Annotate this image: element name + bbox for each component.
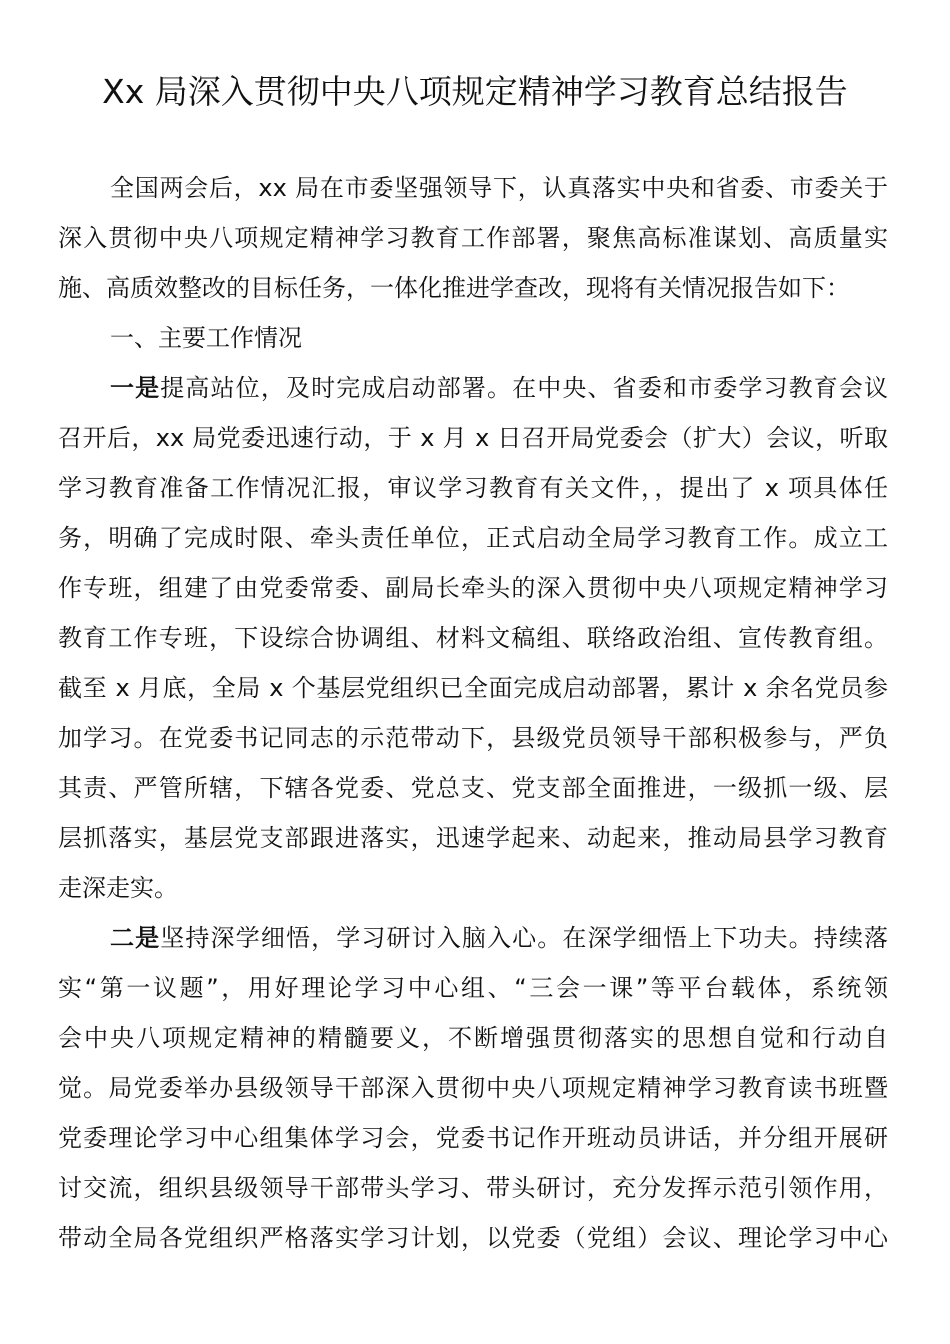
paragraph-line: 党委理论学习中心组集体学习会，党委书记作开班动员讲话，并分组开展研 xyxy=(58,1124,888,1152)
paragraph-line xyxy=(58,913,888,963)
paragraph-line: 讨交流，组织县级领导干部带头学习、带头研讨，充分发挥示范引领作用， xyxy=(58,1174,888,1202)
paragraph-line: 会中央八项规定精神的精髓要义，不断增强贯彻落实的思想自觉和行动自 xyxy=(58,1024,888,1052)
paragraph-line: 施、高质效整改的目标任务，一体化推进学查改，现将有关情况报告如下： xyxy=(58,274,850,302)
paragraph-line: 召开后，xx 局党委迅速行动，于 x 月 x 日召开局党委会（扩大）会议，听取 xyxy=(58,424,888,452)
paragraph-line: 作专班，组建了由党委常委、副局长牵头的深入贯彻中央八项规定精神学习 xyxy=(58,574,888,602)
lead-marker: 一是 xyxy=(110,374,161,402)
paragraph-line: 其责、严管所辖，下辖各党委、党总支、党支部全面推进，一级抓一级、层 xyxy=(58,774,888,802)
paragraph-line: 走深走实。 xyxy=(58,874,178,902)
document-title: Xx 局深入贯彻中央八项规定精神学习教育总结报告 xyxy=(102,72,848,111)
paragraph-line: 加学习。在党委书记同志的示范带动下，县级党员领导干部积极参与，严负 xyxy=(58,724,888,752)
paragraph-line-text: 坚持深学细悟，学习研讨入脑入心。在深学细悟上下功夫。持续落 xyxy=(160,924,889,952)
paragraph-line: 觉。局党委举办县级领导干部深入贯彻中央八项规定精神学习教育读书班暨 xyxy=(58,1074,888,1102)
paragraph-line-text: 提高站位，及时完成启动部署。在中央、省委和市委学习教育会议 xyxy=(160,374,889,402)
paragraph-line xyxy=(58,363,888,413)
document-body xyxy=(58,163,888,1263)
paragraph-line: 带动全局各党组织严格落实学习计划，以党委（党组）会议、理论学习中心 xyxy=(58,1224,888,1252)
paragraph-line: 实“第一议题”，用好理论学习中心组、“三会一课”等平台载体，系统领 xyxy=(58,974,888,1002)
paragraph-line: 层抓落实，基层党支部跟进落实，迅速学起来、动起来，推动局县学习教育 xyxy=(58,824,888,852)
lead-marker: 二是 xyxy=(110,924,161,952)
paragraph-line: 教育工作专班，下设综合协调组、材料文稿组、联络政治组、宣传教育组。 xyxy=(58,624,888,652)
paragraph-line: 深入贯彻中央八项规定精神学习教育工作部署，聚焦高标准谋划、高质量实 xyxy=(58,224,888,252)
section-heading: 一、主要工作情况 xyxy=(110,324,302,352)
paragraph-line: 截至 x 月底，全局 x 个基层党组织已全面完成启动部署，累计 x 余名党员参 xyxy=(58,674,888,702)
paragraph-line: 全国两会后，xx 局在市委坚强领导下，认真落实中央和省委、市委关于 xyxy=(110,174,888,202)
paragraph-line: 学习教育准备工作情况汇报，审议学习教育有关文件，，提出了 x 项具体任 xyxy=(58,474,888,502)
paragraph-line: 务，明确了完成时限、牵头责任单位，正式启动全局学习教育工作。成立工 xyxy=(58,524,888,552)
